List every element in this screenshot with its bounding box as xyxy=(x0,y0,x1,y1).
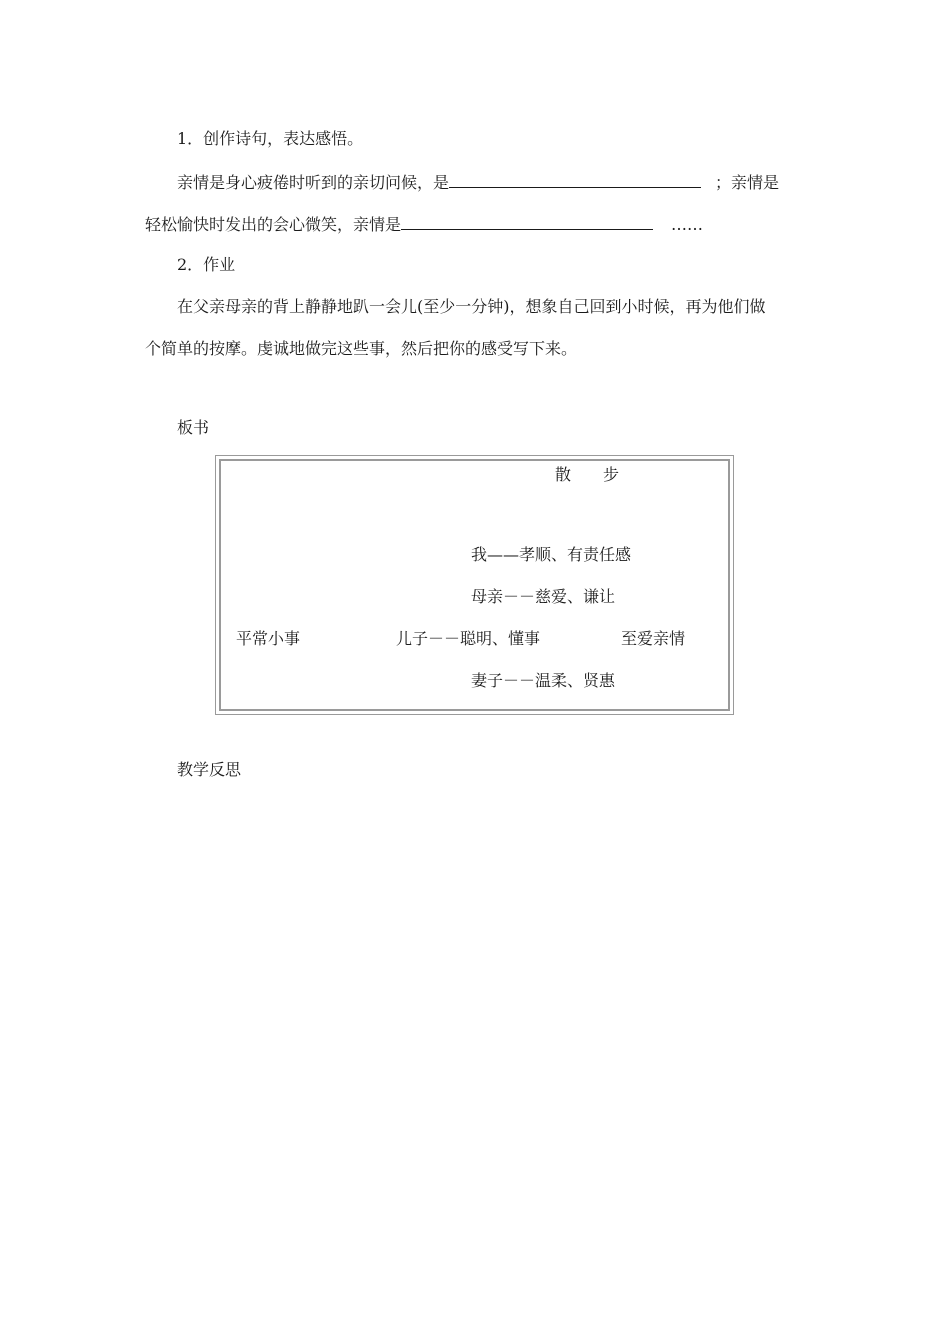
board-left-label: 平常小事 xyxy=(236,629,301,648)
poem-line-2-start: 轻松愉快时发出的会心微笑，亲情是 xyxy=(145,215,402,234)
board-row-mother: 母亲－－慈爱、谦让 xyxy=(471,587,616,606)
board-title: 散 步 xyxy=(555,465,620,484)
poem-line-2 xyxy=(145,213,703,235)
poem-line-1-end: ；亲情是 xyxy=(715,173,780,192)
homework-line-2: 个简单的按摩。虔诚地做完这些事，然后把你的感受写下来。 xyxy=(145,339,578,358)
board-right-label: 至爱亲情 xyxy=(621,629,686,648)
poem-line-2-end: …… xyxy=(671,215,704,234)
board-label: 板书 xyxy=(177,418,210,437)
homework-line-1: 在父亲母亲的背上静静地趴一会儿(至少一分钟)，想象自己回到小时候，再为他们做 xyxy=(177,297,766,316)
section1-heading: 1．创作诗句，表达感悟。 xyxy=(177,129,364,148)
board-row-son: 儿子－－聪明、懂事 xyxy=(396,629,541,648)
poem-line-1 xyxy=(177,171,779,193)
board-row-wife: 妻子－－温柔、贤惠 xyxy=(471,671,616,690)
answer-blank-2[interactable] xyxy=(401,213,653,230)
board-row-me: 我——孝顺、有责任感 xyxy=(471,545,632,564)
poem-line-1-start: 亲情是身心疲倦时听到的亲切问候，是 xyxy=(177,173,450,192)
answer-blank-1[interactable] xyxy=(449,171,701,188)
blackboard-box xyxy=(215,455,734,715)
section2-heading: 2．作业 xyxy=(177,255,236,274)
reflection-label: 教学反思 xyxy=(177,760,242,779)
